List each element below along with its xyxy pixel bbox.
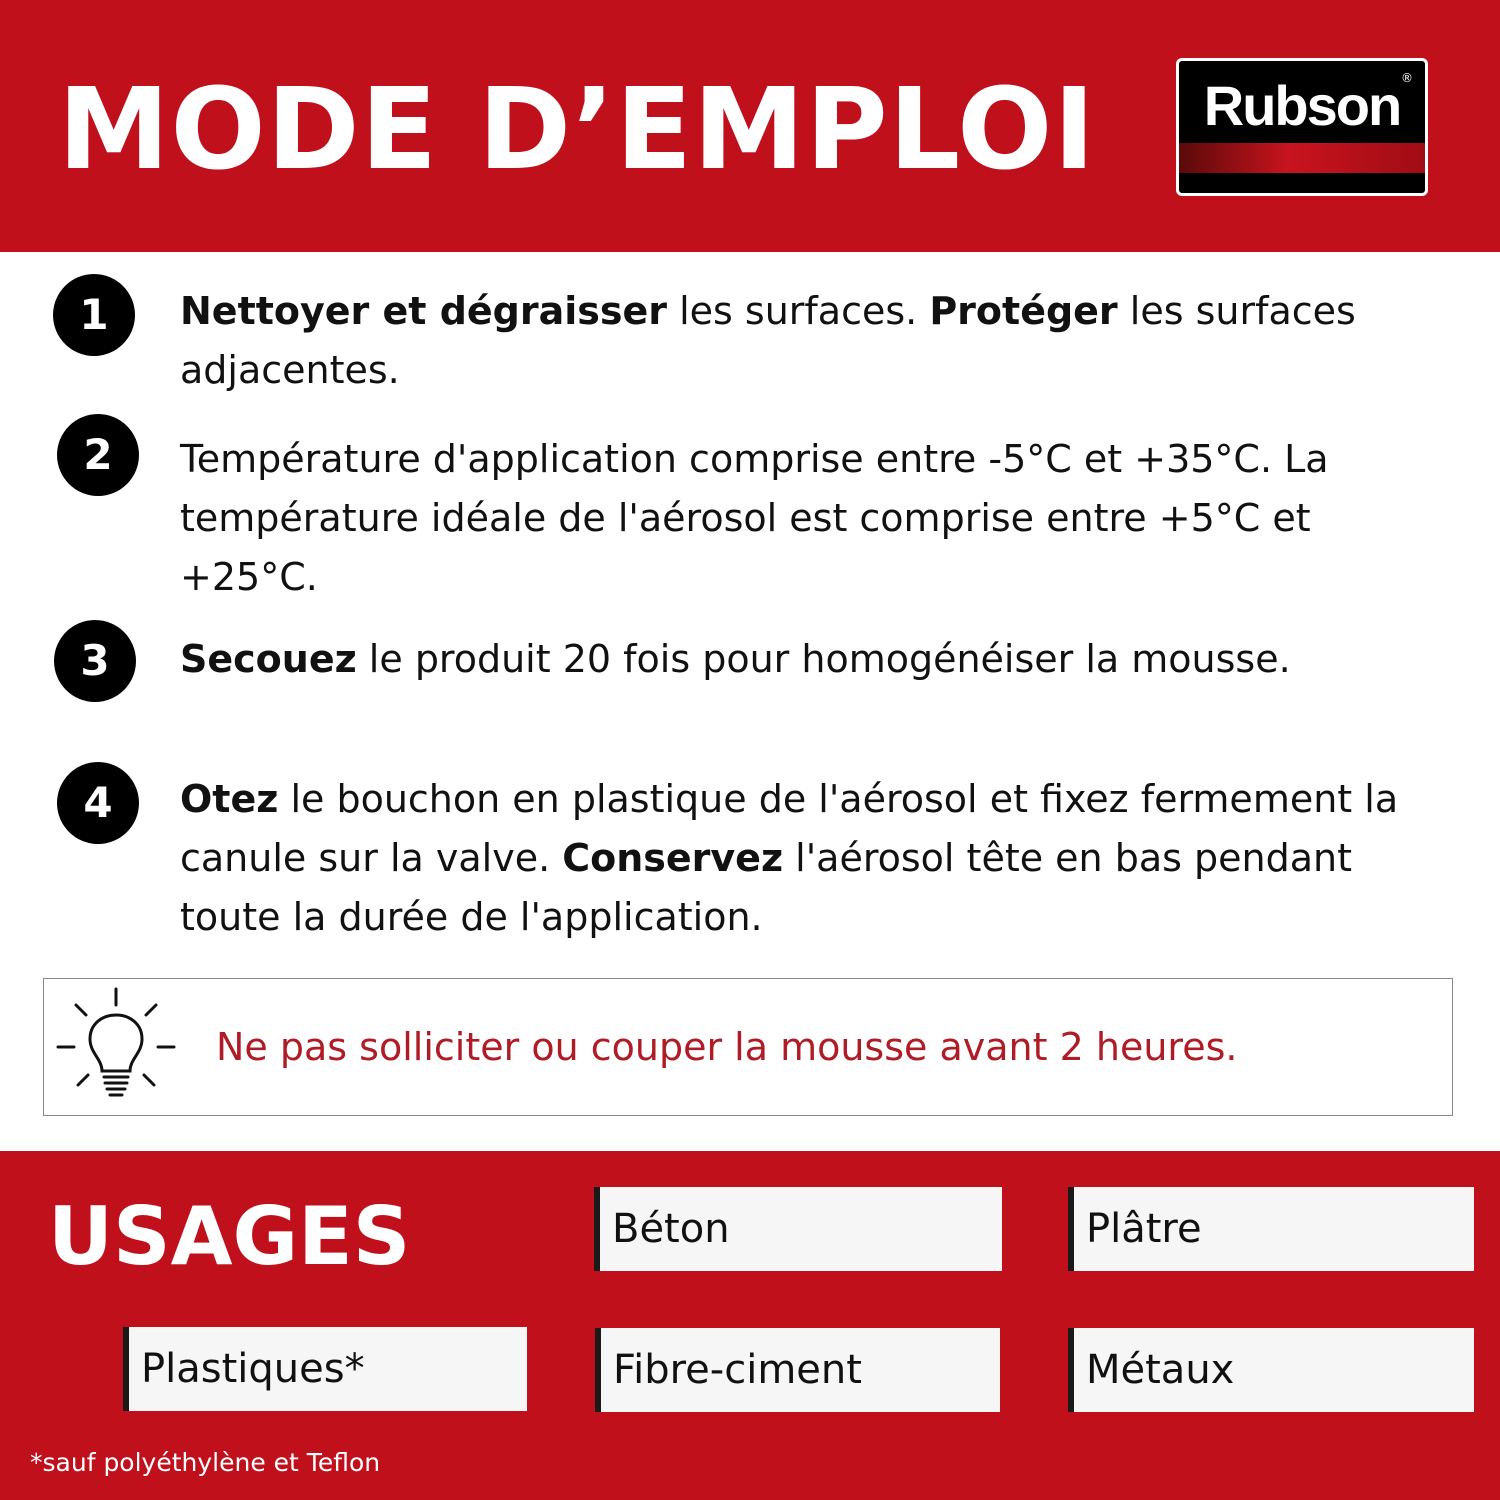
step-number-badge: 4 bbox=[57, 762, 139, 844]
logo-registered-mark: ® bbox=[1401, 71, 1413, 85]
rubson-logo bbox=[1176, 58, 1428, 196]
step-bold: Otez bbox=[180, 777, 279, 821]
step-number-badge: 2 bbox=[57, 414, 139, 496]
step-plain: les surfaces adjacentes. bbox=[180, 289, 1356, 392]
step-bold: Secouez bbox=[180, 637, 357, 681]
step-number-badge: 3 bbox=[54, 620, 136, 702]
logo-brand: Rubson bbox=[1203, 74, 1401, 137]
step-text bbox=[180, 630, 1410, 689]
header-banner bbox=[0, 0, 1500, 252]
usage-tag-beton: Béton bbox=[594, 1187, 1002, 1271]
usages-title: USAGES bbox=[48, 1190, 411, 1283]
logo-red-stripe bbox=[1179, 143, 1425, 173]
step-text bbox=[180, 770, 1410, 947]
step-text bbox=[180, 430, 1410, 607]
page-title: MODE D’EMPLOI bbox=[58, 65, 1096, 195]
step-bold: Protéger bbox=[929, 289, 1118, 333]
usages-section bbox=[0, 1151, 1500, 1500]
tip-box bbox=[43, 978, 1453, 1116]
step-bold: Nettoyer et dégraisser bbox=[180, 289, 668, 333]
usage-tag-fibre-ciment: Fibre-ciment bbox=[595, 1328, 1000, 1412]
step-plain: le bouchon en plastique de l'aérosol et fixez fermement la canule sur la valve. bbox=[180, 777, 1399, 880]
step-plain: le produit 20 fois pour homogénéiser la mousse. bbox=[356, 637, 1291, 681]
step-plain: les surfaces. bbox=[667, 289, 930, 333]
step-plain: l'aérosol tête en bas pendant toute la durée de l'application. bbox=[180, 836, 1352, 939]
step-bold: Conservez bbox=[562, 836, 784, 880]
step-text bbox=[180, 282, 1410, 400]
lightbulb-icon bbox=[54, 985, 178, 1109]
step-number-badge: 1 bbox=[53, 274, 135, 356]
usage-tag-platre: Plâtre bbox=[1068, 1187, 1474, 1271]
step-plain: Température d'application comprise entre -5°C et +35°C. La température idéale de l'aérosol est comprise entre +5°C et +25°C. bbox=[180, 437, 1329, 599]
usage-tag-metaux: Métaux bbox=[1068, 1328, 1474, 1412]
usages-footnote: *sauf polyéthylène et Teflon bbox=[30, 1448, 381, 1477]
tip-text: Ne pas solliciter ou couper la mousse avant 2 heures. bbox=[216, 1025, 1238, 1069]
usage-tag-plastiques: Plastiques* bbox=[123, 1327, 527, 1411]
